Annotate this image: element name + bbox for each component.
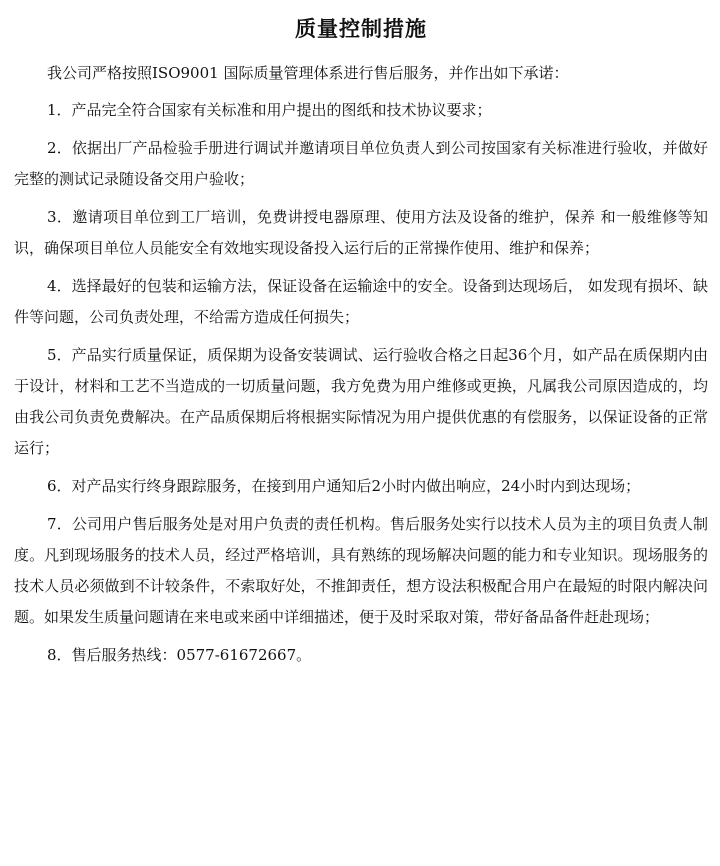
commitment-item-6: 6．对产品实行终身跟踪服务，在接到用户通知后2小时内做出响应，24小时内到达现场； xyxy=(47,477,641,495)
commitment-item-7: 7．公司用户售后服务处是对用户负责的责任机构。售后服务处实行以技术人员为主的项目负责人制度。凡到现场服务的技术人员，经过严格培训，具有熟练的现场解决问题的能力和专业知识。现场服务的技术人员必须做到不计较条件，不索取好处，不推卸责任，想方设法积极配合用户在最短的时限内解决问题。如果发生质量问题请在来电或来函中详细描述，便于及时采取对策，带好备品备件赶赴现场； xyxy=(14,515,708,626)
service-hotline: 8．售后服务热线：0577-61672667。 xyxy=(47,646,312,664)
document-title: 质量控制措施 xyxy=(295,17,427,41)
commitment-item-2: 2．依据出厂产品检验手册进行调试并邀请项目单位负责人到公司按国家有关标准进行验收，并做好完整的测试记录随设备交用户验收； xyxy=(14,139,708,188)
commitment-item-4: 4．选择最好的包装和运输方法，保证设备在运输途中的安全。设备到达现场后， 如发现有损坏、缺件等问题，公司负责处理，不给需方造成任何损失； xyxy=(14,277,708,326)
commitment-item-5: 5．产品实行质量保证，质保期为设备安装调试、运行验收合格之日起36个月，如产品在质保期内由于设计，材料和工艺不当造成的一切质量问题，我方免费为用户维修或更换，凡属我公司原因造成的，均由我公司负责免费解决。在产品质保期后将根据实际情况为用户提供优惠的有偿服务，以保证设备的正常运行； xyxy=(14,346,708,457)
commitment-item-3: 3．邀请项目单位到工厂培训，免费讲授电器原理、使用方法及设备的维护，保养 和一般维修等知识，确保项目单位人员能安全有效地实现设备投入运行后的正常操作使用、维护和保养； xyxy=(14,208,708,257)
commitment-item-1: 1．产品完全符合国家有关标准和用户提出的图纸和技术协议要求； xyxy=(47,101,492,119)
intro-paragraph: 我公司严格按照ISO9001 国际质量管理体系进行售后服务，并作出如下承诺： xyxy=(47,64,569,82)
